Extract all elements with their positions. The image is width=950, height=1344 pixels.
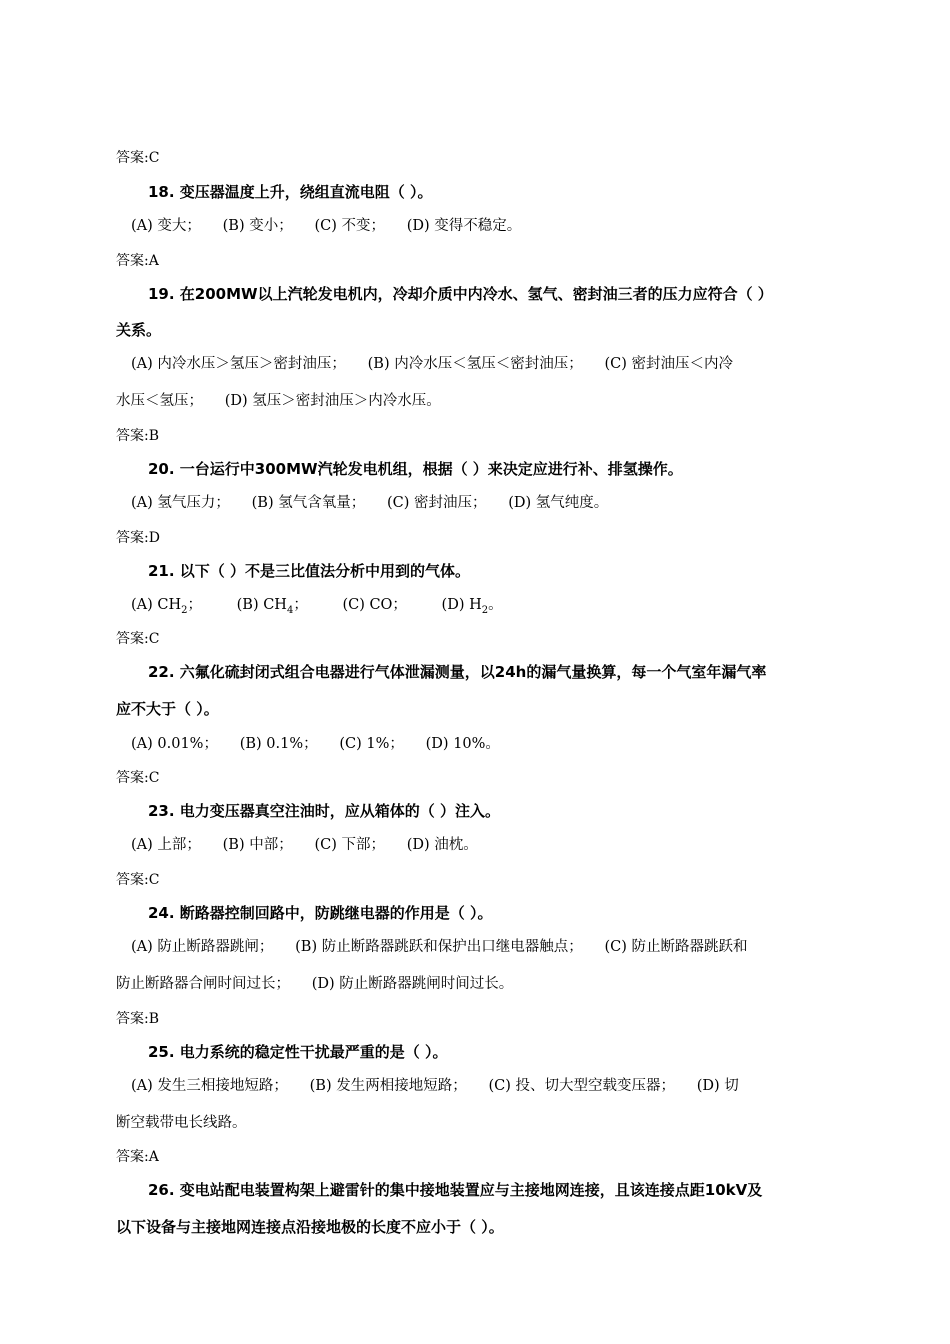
question-22-line2: 应不大于（ ）。: [116, 700, 219, 718]
options-25-line1: (A) 发生三相接地短路； (B) 发生两相接地短路； (C) 投、切大型空载变压器； (D) 切: [131, 1078, 739, 1094]
option-21-a: (A) $CH_2$；: [131, 597, 203, 616]
answer-21: 答案:C: [116, 631, 160, 647]
question-19-line2: 关系。: [116, 321, 162, 339]
answer-19: 答案:B: [116, 428, 160, 444]
answer-20: 答案:D: [116, 530, 160, 546]
options-22: (A) 0.01%； (B) 0.1%； (C) 1%； (D) 10%。: [131, 736, 500, 752]
question-25: 25. 电力系统的稳定性干扰最严重的是（ ）。: [148, 1043, 448, 1061]
answer-24: 答案:B: [116, 1011, 160, 1027]
options-19-line1: (A) 内冷水压＞氢压＞密封油压； (B) 内冷水压＜氢压＜密封油压； (C) 密封油压＜内冷: [131, 356, 733, 372]
options-23: (A) 上部； (B) 中部； (C) 下部； (D) 油枕。: [131, 837, 478, 853]
question-26-line1: 26. 变电站配电装置构架上避雷针的集中接地装置应与主接地网连接，且该连接点距10kV及: [148, 1181, 763, 1199]
question-18: 18. 变压器温度上升，绕组直流电阻（ ）。: [148, 183, 433, 201]
options-20: (A) 氢气压力； (B) 氢气含氧量； (C) 密封油压； (D) 氢气纯度。: [131, 495, 609, 511]
question-21: 21. 以下（ ）不是三比值法分析中用到的气体。: [148, 562, 471, 580]
options-24-line2: 防止断路器合闸时间过长； (D) 防止断路器跳闸时间过长。: [116, 976, 514, 992]
options-19-line2: 水压＜氢压； (D) 氢压＞密封油压＞内冷水压。: [116, 393, 441, 409]
question-20: 20. 一台运行中300MW汽轮发电机组，根据（ ）来决定应进行补、排氢操作。: [148, 460, 683, 478]
question-19-line1: 19. 在200MW以上汽轮发电机内，冷却介质中内冷水、氢气、密封油三者的压力应符合（ ）: [148, 285, 773, 303]
question-22-line1: 22. 六氟化硫封闭式组合电器进行气体泄漏测量，以24h的漏气量换算，每一个气室年漏气率: [148, 663, 767, 681]
option-21-d: (D) $H_2$。: [441, 597, 503, 616]
answer-17: 答案:C: [116, 150, 160, 166]
options-21: [131, 595, 503, 615]
options-18: (A) 变大； (B) 变小； (C) 不变； (D) 变得不稳定。: [131, 218, 522, 234]
answer-22: 答案:C: [116, 770, 160, 786]
question-26-line2: 以下设备与主接地网连接点沿接地极的长度不应小于（ ）。: [116, 1218, 504, 1236]
option-21-b: (B) $CH_4$；: [236, 597, 308, 616]
answer-25: 答案:A: [116, 1149, 159, 1165]
question-24: 24. 断路器控制回路中，防跳继电器的作用是（ ）。: [148, 904, 493, 922]
question-23: 23. 电力变压器真空注油时，应从箱体的（ ）注入。: [148, 802, 501, 820]
options-25-line2: 断空载带电长线路。: [116, 1115, 247, 1131]
options-24-line1: (A) 防止断路器跳闸； (B) 防止断路器跳跃和保护出口继电器触点； (C) 防止断路器跳跃和: [131, 939, 748, 955]
option-21-c: (C) CO；: [342, 597, 407, 613]
answer-18: 答案:A: [116, 253, 159, 269]
answer-23: 答案:C: [116, 872, 160, 888]
